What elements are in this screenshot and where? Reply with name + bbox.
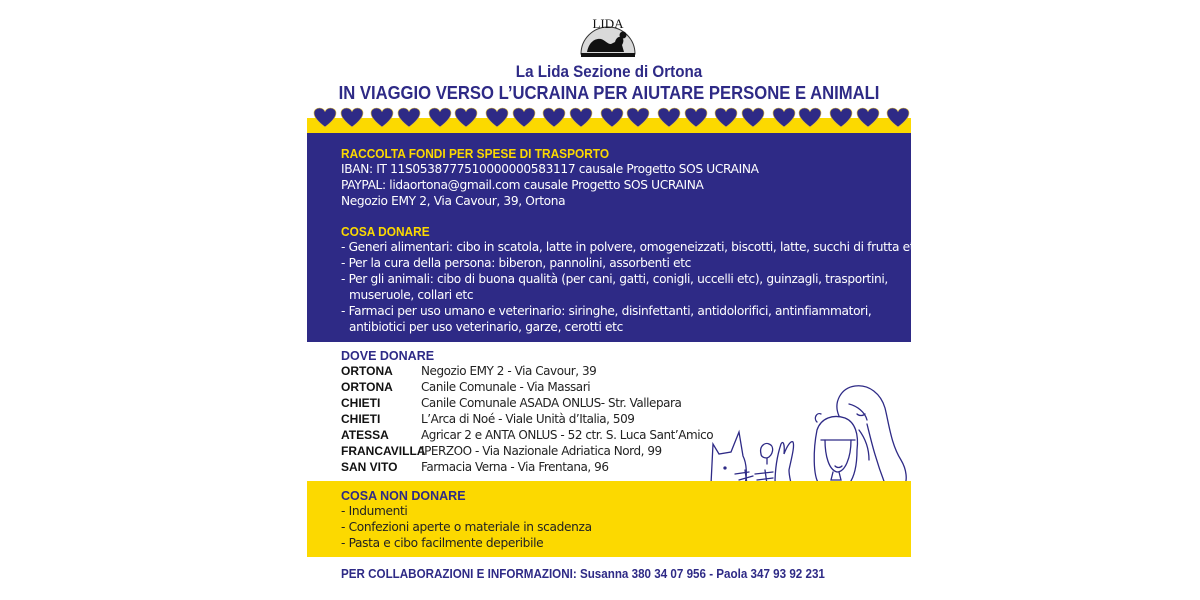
cosa-donare-section [341,225,921,335]
heart-icon [542,107,569,129]
place: Canile Comunale - Via Massari [421,380,591,394]
heart-icon [657,107,684,129]
table-row [341,427,713,443]
city: ATESSA [341,428,389,442]
page-title: IN VIAGGIO VERSO L’UCRAINA PER AIUTARE PERSONE E ANIMALI [338,82,880,103]
place: Agricar 2 e ANTA ONLUS - 52 ctr. S. Luca Sant’Amico [421,428,714,442]
hearts-row [313,107,913,129]
place: L’Arca di Noé - Viale Unità d’Italia, 509 [421,412,635,426]
heart-icon [886,107,913,129]
heart-icon [340,107,367,129]
contact-footer: PER COLLABORAZIONI E INFORMAZIONI: Susanna 380 34 07 956 - Paola 347 93 92 231 [341,567,825,581]
heart-icon [370,107,397,129]
iban-line: IBAN: IT 11S0538777510000000583117 causale Progetto SOS UCRAINA [341,162,759,176]
list-item-continuation: antibiotici per uso veterinario, garze, cerotti etc [349,320,623,334]
people-animals-illustration [709,384,909,486]
heart-icon [741,107,768,129]
heart-icon [684,107,711,129]
city: CHIETI [341,396,381,410]
cosa-non-donare-section [341,489,592,551]
blue-info-panel [307,133,921,342]
svg-text:LIDA: LIDA [592,16,624,31]
list-item: - Pasta e cibo facilmente deperibile [341,536,544,550]
heart-icon [772,107,799,129]
heart-icon [600,107,627,129]
dove-donare-heading: DOVE DONARE [341,349,435,363]
heart-icon [714,107,741,129]
heart-icon [626,107,653,129]
city: ORTONA [341,380,393,394]
city: SAN VITO [341,460,398,474]
subtitle: La Lida Sezione di Ortona [515,63,703,81]
heart-icon [454,107,481,129]
yellow-info-panel [307,481,911,557]
lida-logo [575,8,641,58]
heart-icon [428,107,455,129]
place: Negozio EMY 2 - Via Cavour, 39 [421,364,597,378]
table-row [341,363,713,379]
heart-icon [512,107,539,129]
table-row [341,379,713,395]
list-item-continuation: museruole, collari etc [349,288,474,302]
heart-icon [397,107,424,129]
raccolta-heading: RACCOLTA FONDI PER SPESE DI TRASPORTO [341,147,610,161]
dove-donare-section [341,349,713,475]
heart-icon [569,107,596,129]
list-item: - Indumenti [341,504,408,518]
heart-icon [313,107,340,129]
city: ORTONA [341,364,393,378]
table-row [341,411,713,427]
place: Farmacia Verna - Via Frentana, 96 [421,460,609,474]
heart-icon [485,107,512,129]
raccolta-section [341,147,759,209]
city: FRANCAVILLA [341,444,426,458]
heart-icon [798,107,825,129]
list-item: - Per gli animali: cibo di buona qualità (per cani, gatti, conigli, uccelli etc), guinzagli, trasportini, [341,272,888,286]
place: IPERZOO - Via Nazionale Adriatica Nord, 99 [421,444,662,458]
list-item: - Farmaci per uso umano e veterinario: siringhe, disinfettanti, antidolorifici, antinfiammatori, [341,304,872,318]
list-item: - Generi alimentari: cibo in scatola, latte in polvere, omogeneizzati, biscotti, latte, succhi di frutta etc [341,240,921,254]
table-row [341,443,713,459]
cosa-non-donare-heading: COSA NON DONARE [341,489,466,503]
negozio-line: Negozio EMY 2, Via Cavour, 39, Ortona [341,194,566,208]
heart-icon [856,107,883,129]
paypal-line: PAYPAL: lidaortona@gmail.com causale Progetto SOS UCRAINA [341,178,704,192]
table-row [341,395,713,411]
list-item: - Per la cura della persona: biberon, pannolini, assorbenti etc [341,256,691,270]
table-row [341,459,713,475]
poster [307,0,921,600]
cosa-donare-heading: COSA DONARE [341,225,430,239]
city: CHIETI [341,412,381,426]
list-item: - Confezioni aperte o materiale in scadenza [341,520,592,534]
place: Canile Comunale ASADA ONLUS- Str. Vallepara [421,396,682,410]
heart-icon [829,107,856,129]
